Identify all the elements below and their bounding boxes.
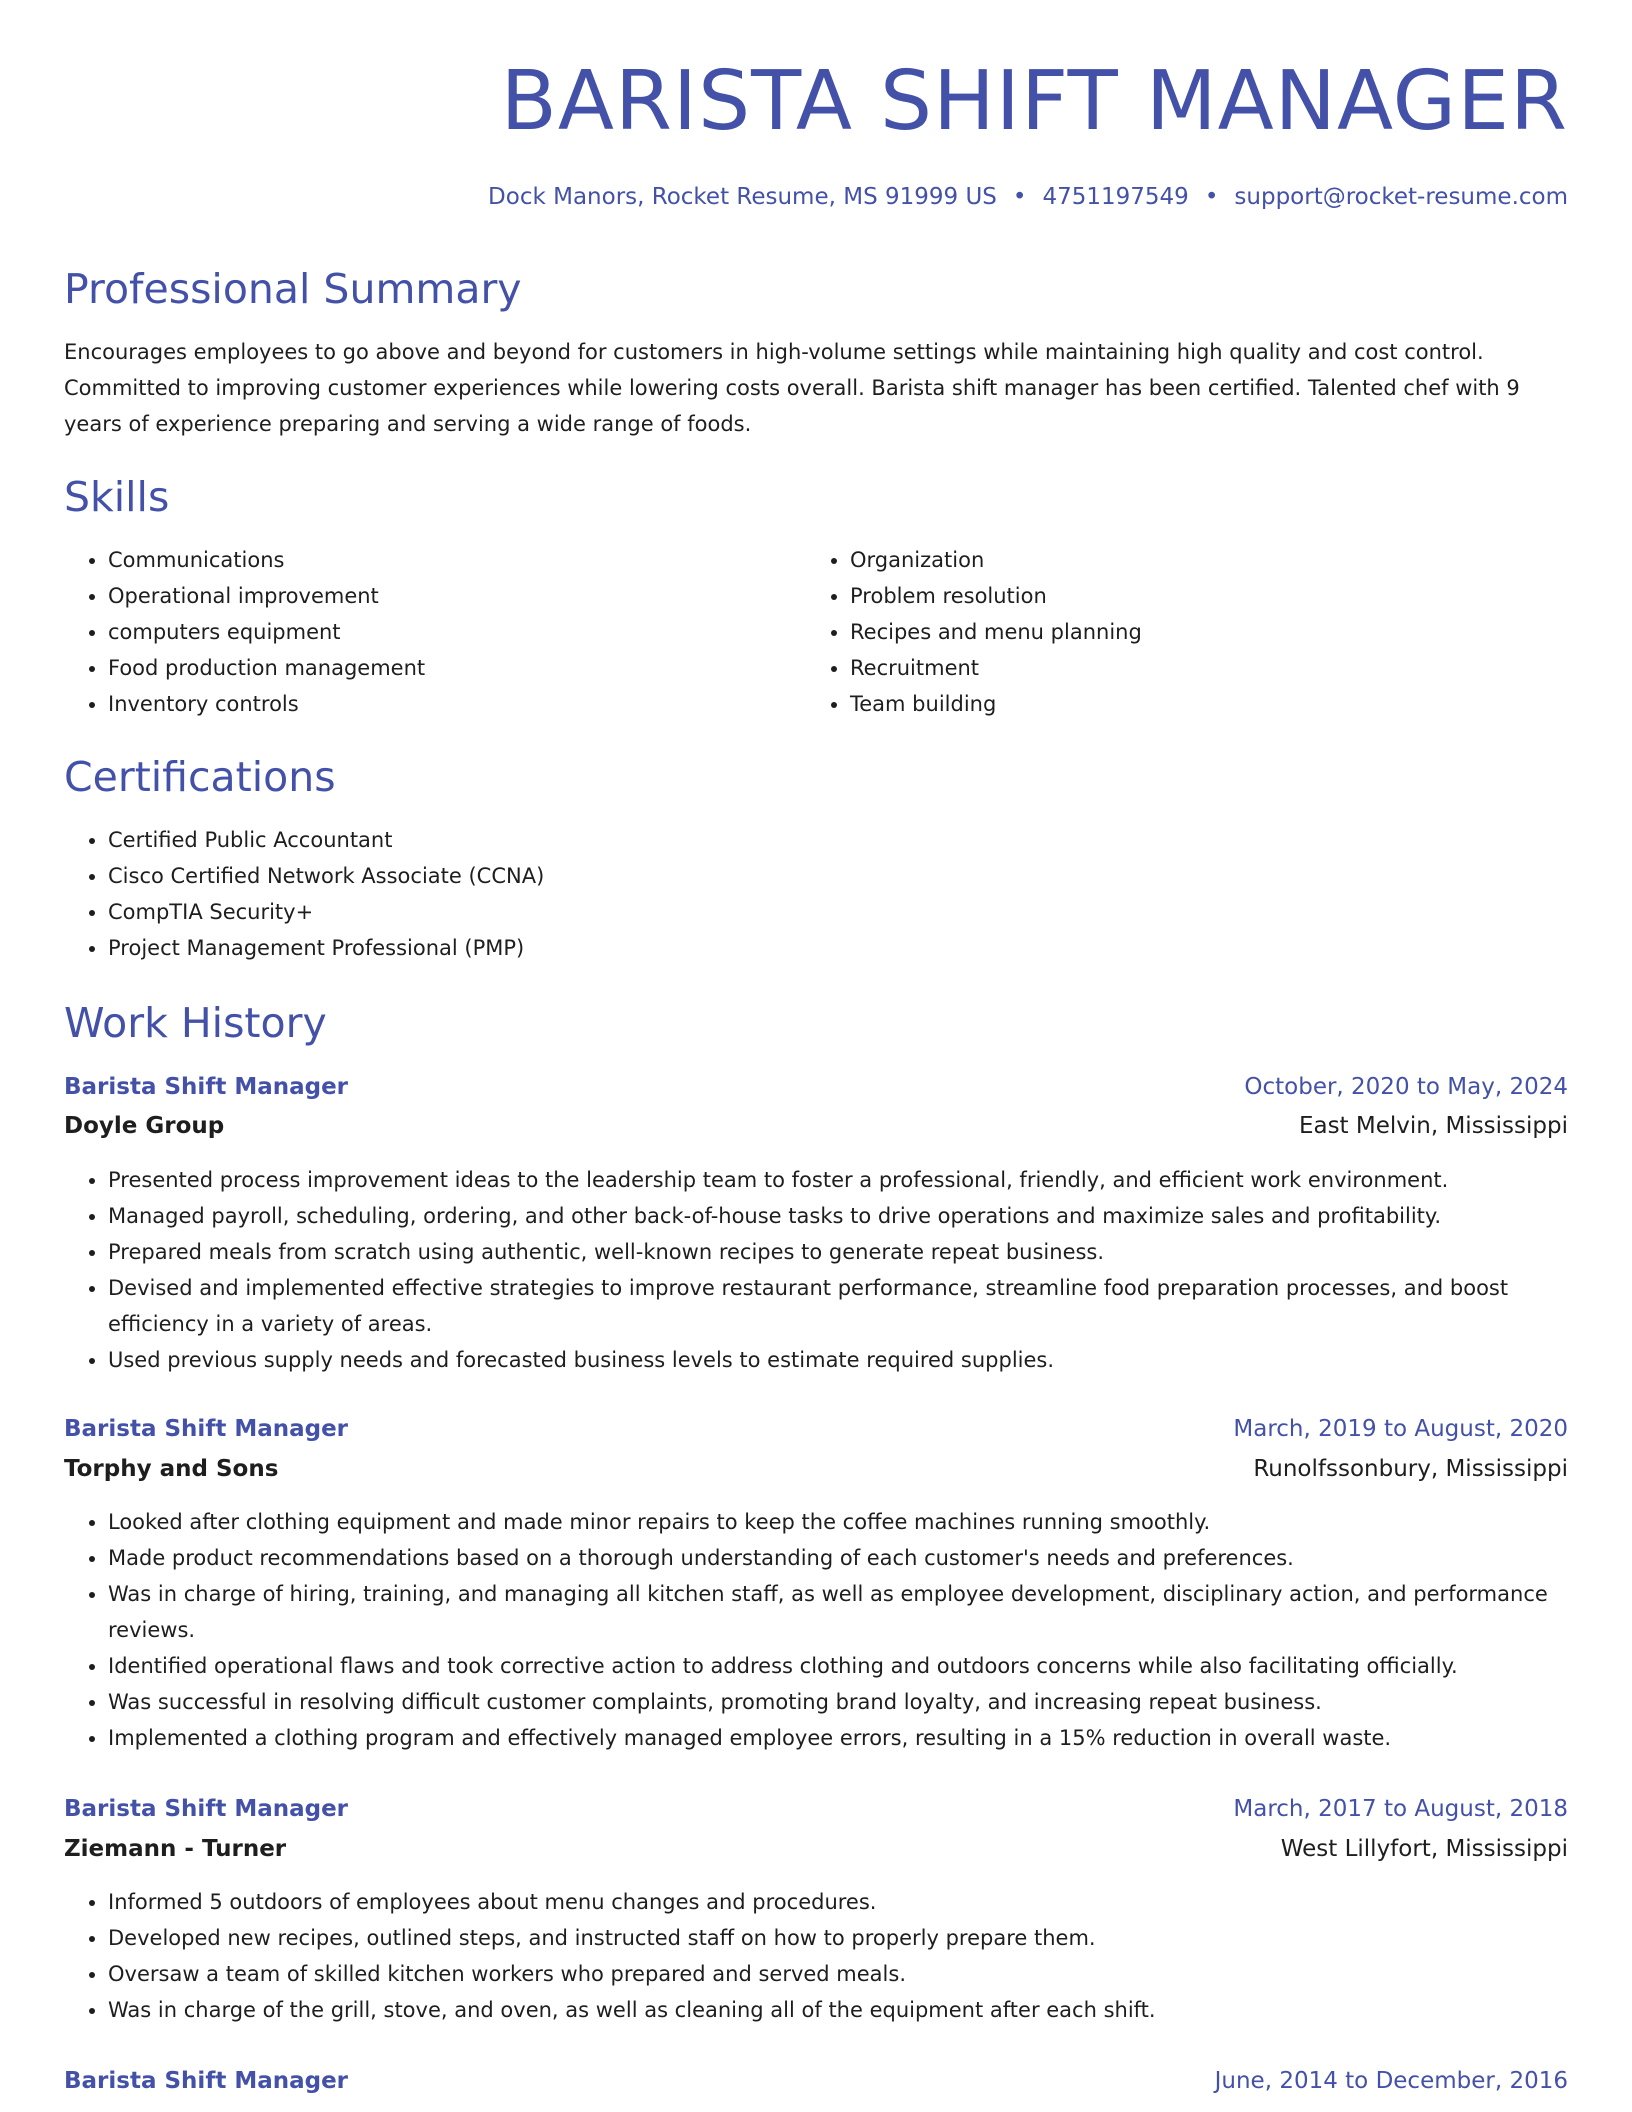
job-header bbox=[64, 1791, 1568, 1827]
contact-line bbox=[488, 180, 1568, 214]
list-item: • Food production management bbox=[108, 650, 808, 686]
list-item: • Implemented a clothing program and effectively managed employee errors, resulting in a 15% reduction in overall waste. bbox=[108, 1720, 1568, 1756]
contact-email: support@rocket-resume.com bbox=[1234, 184, 1568, 210]
job-company: Torphy and Sons bbox=[64, 1456, 279, 1482]
list-item: • Prepared meals from scratch using authentic, well-known recipes to generate repeat business. bbox=[108, 1234, 1568, 1270]
summary-heading: Professional Summary bbox=[64, 265, 522, 313]
list-item: • Cisco Certified Network Associate (CCNA) bbox=[108, 858, 1568, 894]
list-item: • Operational improvement bbox=[108, 578, 808, 614]
summary-text: Encourages employees to go above and beyond for customers in high-volume settings while maintaining high quality and cost control. Committed to improving customer experiences while lowering costs overall. Barista shift manager has been certified. Talented chef with 9 years of experience preparing and serving a wide range of foods. bbox=[64, 340, 1520, 436]
job-company: Doyle Group bbox=[64, 1113, 225, 1139]
list-item: • Made product recommendations based on a thorough understanding of each customer's needs and preferences. bbox=[108, 1540, 1568, 1576]
job-location: Runolfssonbury, Mississippi bbox=[1253, 1456, 1568, 1482]
job-company: Ziemann - Turner bbox=[64, 1836, 287, 1862]
list-item: • Organization bbox=[850, 542, 1550, 578]
job-header bbox=[64, 2063, 1568, 2099]
list-item: • Presented process improvement ideas to the leadership team to foster a professional, friendly, and efficient work environment. bbox=[108, 1162, 1568, 1198]
job-bullets bbox=[64, 1884, 1568, 2028]
job-dates: March, 2019 to August, 2020 bbox=[1233, 1416, 1568, 1442]
job-dates: March, 2017 to August, 2018 bbox=[1233, 1796, 1568, 1822]
contact-separator: • bbox=[1012, 184, 1027, 210]
list-item: • Oversaw a team of skilled kitchen workers who prepared and served meals. bbox=[108, 1956, 1568, 1992]
skills-list-left bbox=[64, 542, 808, 722]
list-item: • Was in charge of the grill, stove, and oven, as well as cleaning all of the equipment after each shift. bbox=[108, 1992, 1568, 2028]
work-history-heading: Work History bbox=[64, 999, 327, 1047]
list-item: • Used previous supply needs and forecasted business levels to estimate required supplies. bbox=[108, 1342, 1568, 1378]
list-item: • Was successful in resolving difficult customer complaints, promoting brand loyalty, and increasing repeat business. bbox=[108, 1684, 1568, 1720]
list-item: • computers equipment bbox=[108, 614, 808, 650]
job-dates: June, 2014 to December, 2016 bbox=[1214, 2068, 1568, 2094]
job-location: East Melvin, Mississippi bbox=[1298, 1113, 1568, 1139]
job-subheader bbox=[64, 1831, 1568, 1867]
resume-name: BARISTA SHIFT MANAGER bbox=[500, 54, 1568, 149]
list-item: • Team building bbox=[850, 686, 1550, 722]
job-subheader bbox=[64, 1108, 1568, 1144]
list-item: • Managed payroll, scheduling, ordering, and other back-of-house tasks to drive operations and maximize sales and profitability. bbox=[108, 1198, 1568, 1234]
job-title: Barista Shift Manager bbox=[64, 1416, 349, 1442]
list-item: • Project Management Professional (PMP) bbox=[108, 930, 1568, 966]
job-dates: October, 2020 to May, 2024 bbox=[1244, 1074, 1568, 1100]
list-item: • Developed new recipes, outlined steps, and instructed staff on how to properly prepare them. bbox=[108, 1920, 1568, 1956]
skills-heading: Skills bbox=[64, 473, 170, 521]
job-bullets bbox=[64, 1162, 1568, 1378]
job-bullets bbox=[64, 1504, 1568, 1756]
job-location: West Lillyfort, Mississippi bbox=[1280, 1836, 1568, 1862]
list-item: • Recruitment bbox=[850, 650, 1550, 686]
list-item: • Informed 5 outdoors of employees about menu changes and procedures. bbox=[108, 1884, 1568, 1920]
skills-list-right bbox=[806, 542, 1550, 722]
list-item: • Communications bbox=[108, 542, 808, 578]
contact-address: Dock Manors, Rocket Resume, MS 91999 US bbox=[488, 184, 997, 210]
contact-phone: 4751197549 bbox=[1042, 184, 1189, 210]
list-item: • Certified Public Accountant bbox=[108, 822, 1568, 858]
job-title: Barista Shift Manager bbox=[64, 1796, 349, 1822]
list-item: • Recipes and menu planning bbox=[850, 614, 1550, 650]
list-item: • Looked after clothing equipment and made minor repairs to keep the coffee machines running smoothly. bbox=[108, 1504, 1568, 1540]
list-item: • Devised and implemented effective strategies to improve restaurant performance, streamline food preparation processes, and boost efficiency in a variety of areas. bbox=[108, 1270, 1568, 1342]
certifications-list bbox=[64, 822, 1568, 966]
job-title: Barista Shift Manager bbox=[64, 2068, 349, 2094]
job-subheader bbox=[64, 1451, 1568, 1487]
list-item: • Was in charge of hiring, training, and managing all kitchen staff, as well as employee development, disciplinary action, and performance reviews. bbox=[108, 1576, 1568, 1648]
list-item: • Identified operational flaws and took corrective action to address clothing and outdoors concerns while also facilitating officially. bbox=[108, 1648, 1568, 1684]
list-item: • CompTIA Security+ bbox=[108, 894, 1568, 930]
job-title: Barista Shift Manager bbox=[64, 1074, 349, 1100]
list-item: • Inventory controls bbox=[108, 686, 808, 722]
certifications-heading: Certifications bbox=[64, 753, 336, 801]
contact-separator: • bbox=[1204, 184, 1219, 210]
list-item: • Problem resolution bbox=[850, 578, 1550, 614]
job-header bbox=[64, 1069, 1568, 1105]
job-header bbox=[64, 1411, 1568, 1447]
